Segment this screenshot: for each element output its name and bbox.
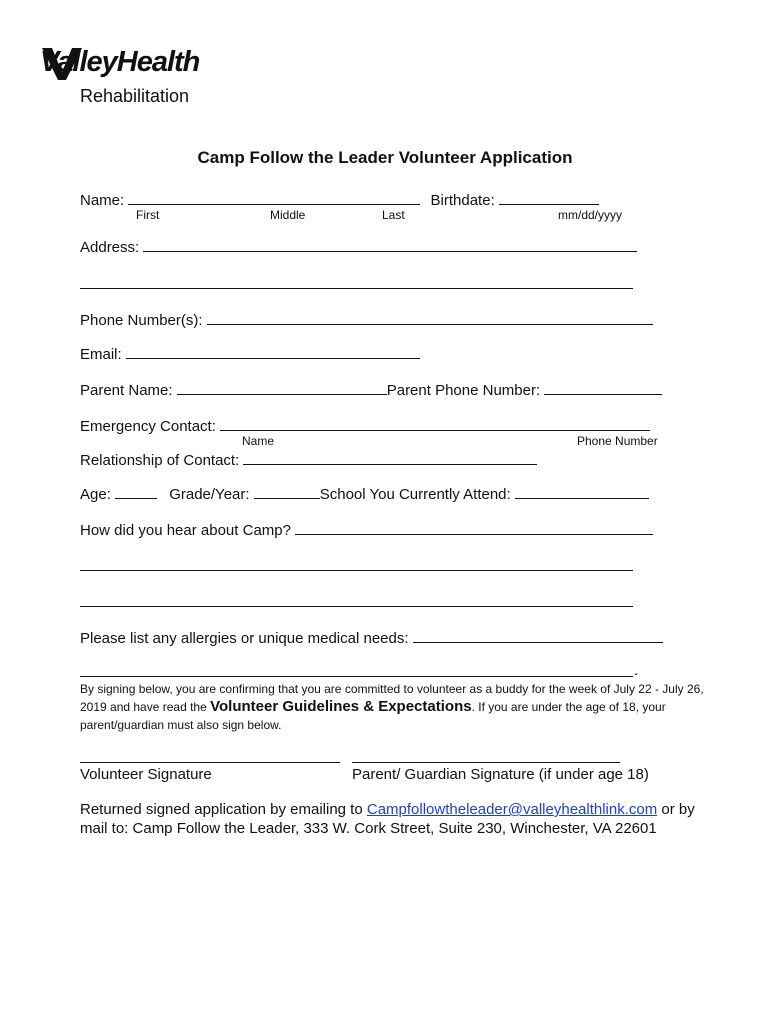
emergency-row [80, 416, 650, 435]
allergies-field[interactable] [413, 628, 663, 643]
age-field[interactable] [115, 484, 157, 499]
name-middle-hint: Middle [270, 208, 306, 222]
school-field[interactable] [515, 484, 649, 499]
email-label: Email: [80, 346, 122, 363]
relationship-row [80, 450, 537, 469]
phone-row [80, 310, 653, 329]
address-field[interactable] [143, 237, 637, 252]
parent-signature-label: Parent/ Guardian Signature (if under age 18) [352, 766, 649, 783]
relationship-label: Relationship of Contact: [80, 452, 240, 469]
email-field[interactable] [126, 344, 420, 359]
name-field[interactable] [128, 190, 420, 205]
disclaimer-part1: By signing below, you are confirming that you are committed to volunteer as a buddy for the week of July 22 - July 26, 2019 and have read the [80, 682, 704, 714]
address-line-2[interactable] [80, 288, 633, 289]
parent-name-field[interactable] [177, 380, 387, 395]
school-label: School You Currently Attend: [319, 486, 511, 503]
parent-row [80, 380, 662, 399]
address-label: Address: [80, 239, 140, 256]
allergies-period: . [634, 662, 639, 679]
parent-name-label: Parent Name: [80, 382, 173, 399]
email-row [80, 344, 420, 363]
hear-row [80, 520, 653, 539]
allergies-row [80, 628, 663, 647]
phone-field[interactable] [207, 310, 653, 325]
allergies-label: Please list any allergies or unique medical needs: [80, 630, 409, 647]
disclaimer-part2: . If you are under the age of 18, your parent/guardian must also sign below. [80, 700, 666, 732]
age-row [80, 484, 649, 503]
guidelines-emphasis: Volunteer Guidelines & Expectations [210, 698, 472, 715]
returned-part2: or by mail to: Camp Follow the Leader, 333 W. Cork Street, Suite 230, Winchester, VA 22601 [80, 801, 695, 837]
volunteer-signature-label: Volunteer Signature [80, 766, 212, 783]
emergency-field[interactable] [220, 416, 650, 431]
disclaimer [80, 680, 720, 734]
form-title: Camp Follow the Leader Volunteer Application [197, 148, 573, 167]
birthdate-hint: mm/dd/yyyy [558, 208, 623, 222]
hear-line-3[interactable] [80, 606, 633, 607]
name-label: Name: [80, 192, 125, 209]
address-row [80, 237, 637, 256]
relationship-field[interactable] [243, 450, 537, 465]
parent-phone-label: Parent Phone Number: [386, 382, 541, 399]
hear-label: How did you hear about Camp? [80, 522, 291, 539]
birthdate-label: Birthdate: [430, 192, 495, 209]
returned-part1: Returned signed application by emailing to [80, 801, 363, 818]
allergies-line-2[interactable] [80, 676, 633, 677]
brand-subtitle: Rehabilitation [80, 86, 190, 106]
email-link[interactable]: Campfollowtheleader@valleyhealthlink.com [366, 801, 658, 818]
emergency-label: Emergency Contact: [80, 418, 216, 435]
age-label: Age: [80, 486, 111, 503]
hear-line-2[interactable] [80, 570, 633, 571]
name-row [80, 190, 599, 209]
parent-signature-line[interactable] [352, 762, 620, 763]
hear-field[interactable] [295, 520, 653, 535]
name-first-hint: First [136, 208, 160, 222]
emergency-phone-hint: Phone Number [577, 434, 658, 448]
phone-label: Phone Number(s): [80, 312, 203, 329]
return-instructions [80, 800, 720, 838]
emergency-name-hint: Name [242, 434, 275, 448]
volunteer-signature-line[interactable] [80, 762, 340, 763]
brand-name: ValleyHealth [40, 46, 200, 78]
grade-field[interactable] [254, 484, 320, 499]
name-last-hint: Last [382, 208, 405, 222]
parent-phone-field[interactable] [544, 380, 662, 395]
grade-label: Grade/Year: [169, 486, 250, 503]
birthdate-field[interactable] [499, 190, 599, 205]
